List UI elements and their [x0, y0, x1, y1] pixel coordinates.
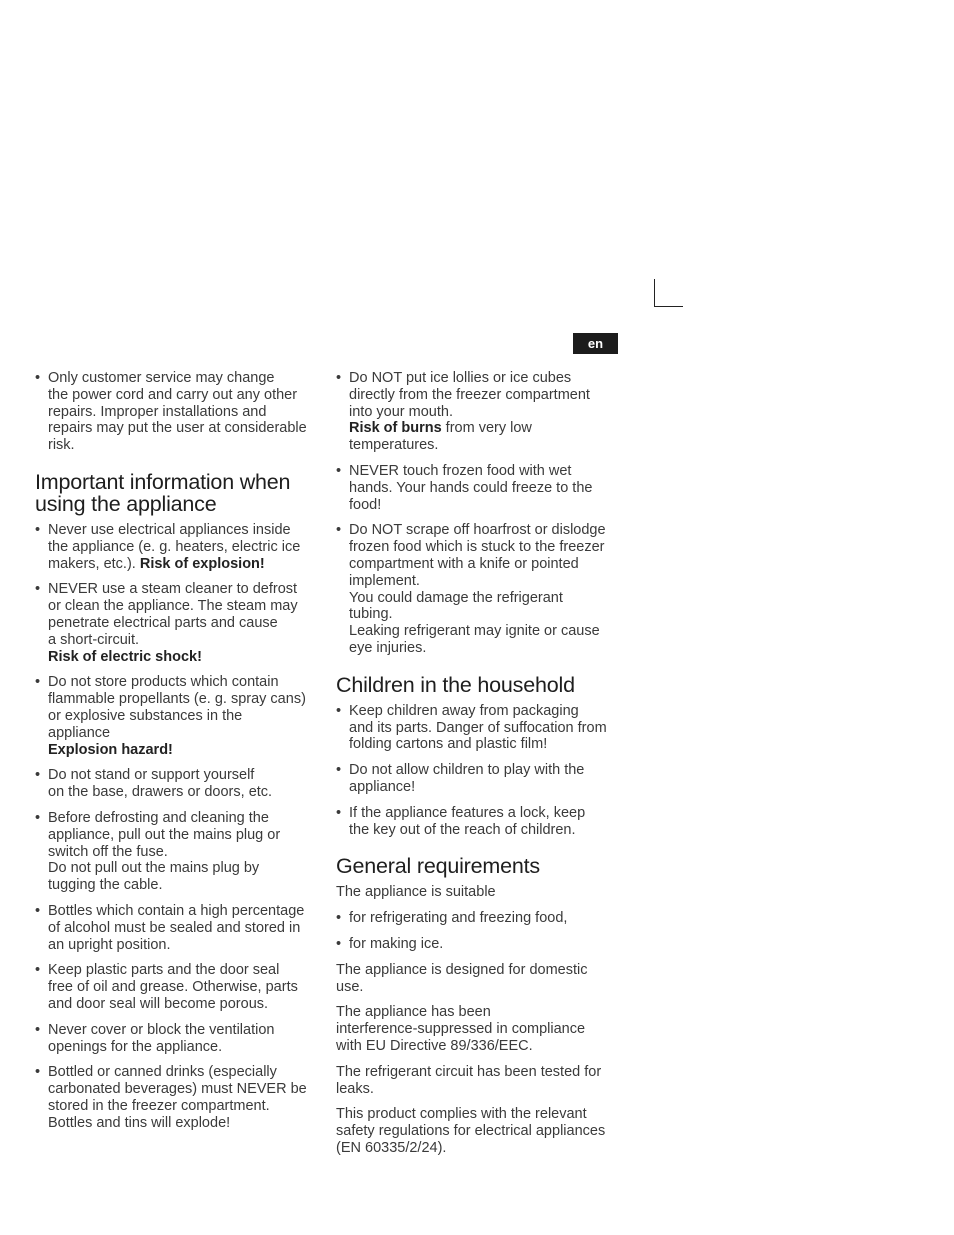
list-item: • Bottled or canned drinks (especially carbonated beverages) must NEVER be stored in the freezer compartment. Bottles and tins will explode! — [35, 1064, 320, 1131]
list-item: • Keep plastic parts and the door seal free of oil and grease. Otherwise, parts and door seal will become porous. — [35, 962, 320, 1012]
paragraph: The refrigerant circuit has been tested for leaks. — [336, 1063, 602, 1097]
list-item: • Do not store products which contain flammable propellants (e. g. spray cans) or explosive substances in the appliance Explosion hazard! — [35, 674, 320, 758]
paragraph: The appliance has been interference-suppressed in compliance with EU Directive 89/336/EEC. — [336, 1004, 586, 1054]
paragraph: This product complies with the relevant safety regulations for electrical appliances (EN 60335/2/24). — [336, 1106, 606, 1156]
warning-text: Explosion hazard! — [48, 741, 173, 758]
list-item: • Before defrosting and cleaning the appliance, pull out the mains plug or switch off the fuse. Do not pull out the mains plug by tugging the cable. — [35, 810, 320, 894]
crop-mark — [654, 279, 683, 307]
warning-text: Risk of electric shock! — [48, 648, 202, 665]
list-item: • Keep children away from packaging and its parts. Danger of suffocation from folding cartons and plastic film! — [336, 703, 621, 753]
list-item: • Do not stand or support yourself on the base, drawers or doors, etc. — [35, 767, 320, 801]
left-top-list — [35, 370, 320, 454]
list-item: • Do not allow children to play with the appliance! — [336, 762, 621, 796]
list-item: • Never use electrical appliances inside the appliance (e. g. heaters, electric ice makers, etc.). Risk of explosion! — [35, 522, 320, 572]
language-badge: en — [573, 333, 618, 354]
section-title-children: Children in the household — [336, 672, 575, 697]
list-item: • Bottles which contain a high percentage of alcohol must be sealed and stored in an upright position. — [35, 903, 320, 953]
list-item: • If the appliance features a lock, keep the key out of the reach of children. — [336, 805, 621, 839]
children-list — [336, 703, 621, 839]
general-list — [336, 910, 621, 953]
list-item: • Never cover or block the ventilation openings for the appliance. — [35, 1022, 320, 1056]
right-top-list — [336, 370, 621, 657]
section-title-important-info: Important information when using the appliance — [35, 469, 291, 516]
warning-text: Risk of explosion! — [139, 555, 265, 572]
right-column — [336, 370, 621, 1166]
list-item: • for making ice. — [336, 936, 621, 953]
list-item: • NEVER touch frozen food with wet hands. Your hands could freeze to the food! — [336, 463, 621, 513]
warning-text: Risk of burns — [349, 420, 442, 437]
list-item: • NEVER use a steam cleaner to defrost or clean the appliance. The steam may penetrate electrical parts and cause a short-circuit. Risk of electric shock! — [35, 581, 320, 665]
list-item: • for refrigerating and freezing food, — [336, 910, 621, 927]
important-info-list — [35, 522, 320, 1132]
list-item: • Do NOT scrape off hoarfrost or dislodge frozen food which is stuck to the freezer compartment with a knife or pointed implement. You could damage the refrigerant tubing. Leaking refrigerant may ignite or cause eye injuries. — [336, 522, 621, 656]
left-column — [35, 370, 320, 1140]
section-title-general: General requirements — [336, 854, 540, 879]
paragraph: The appliance is designed for domestic use. — [336, 961, 588, 995]
list-item: • Do NOT put ice lollies or ice cubes directly from the freezer compartment into your mouth. Risk of burns from very low temperatures. — [336, 370, 621, 454]
general-intro: The appliance is suitable — [336, 884, 496, 901]
list-item: • Only customer service may change the power cord and carry out any other repairs. Improper installations and repairs may put the user at considerable risk. — [35, 370, 320, 454]
